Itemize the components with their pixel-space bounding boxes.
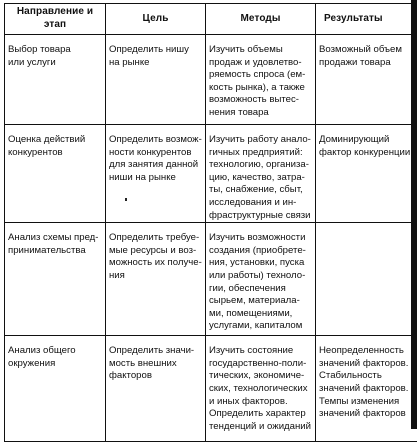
cell-line: нения товара xyxy=(209,107,312,120)
cell-line: ности конкурентов xyxy=(109,147,202,160)
cell-line: Стабильность xyxy=(319,370,417,383)
cell-line: Определить возмож- xyxy=(109,134,202,147)
cell-goal xyxy=(106,35,206,125)
cell-line: значений факторов. xyxy=(319,358,417,371)
cell-line: кость рынка), а также xyxy=(209,82,312,95)
cell-line: продажи товара xyxy=(319,57,417,70)
cell-goal xyxy=(106,125,206,223)
cell-line: Изучить состояние xyxy=(209,345,312,358)
cell-results xyxy=(316,223,417,336)
cell-line: ния xyxy=(109,270,202,283)
cell-line: Анализ схемы пред- xyxy=(8,232,102,245)
table-row xyxy=(5,35,417,125)
cell-goal xyxy=(106,223,206,336)
cell-line: услугами, капиталом xyxy=(209,320,312,333)
cell-line: принимательства xyxy=(8,245,102,258)
cell-direction xyxy=(5,35,106,125)
header-goal: Цель xyxy=(106,4,206,35)
cell-line: гии, обеспечения xyxy=(209,283,312,296)
cell-line: Темпы изменения xyxy=(319,396,417,409)
cell-line: ниши на рынке xyxy=(109,172,202,185)
cell-line: Оценка действий xyxy=(8,134,102,147)
cell-results xyxy=(316,336,417,442)
cell-line: ряемость спроса (ем- xyxy=(209,69,312,82)
cell-line: Анализ общего xyxy=(8,345,102,358)
cell-results xyxy=(316,35,417,125)
cell-methods xyxy=(206,125,316,223)
cell-line: Определить значи- xyxy=(109,345,202,358)
table-row xyxy=(5,125,417,223)
cell-direction xyxy=(5,223,106,336)
table-row xyxy=(5,336,417,442)
cell-line: возможность вытес- xyxy=(209,94,312,107)
cell-line: и иных факторов. xyxy=(209,396,312,409)
scan-edge-shadow xyxy=(411,0,417,429)
header-direction: Направление и этап xyxy=(5,4,106,35)
cell-line: мость внешних xyxy=(109,358,202,371)
cell-line: создания (приобрете- xyxy=(209,245,312,258)
cell-line: фраструктурные связи xyxy=(209,210,312,223)
cell-line: исследования и ин- xyxy=(209,197,312,210)
cell-line: окружения xyxy=(8,358,102,371)
cell-line: факторов xyxy=(109,370,202,383)
cell-methods xyxy=(206,336,316,442)
cell-line: ния, установки, пуска xyxy=(209,257,312,270)
cell-line: на рынке xyxy=(109,57,202,70)
cell-line: Изучить возможности xyxy=(209,232,312,245)
cell-line: Возможный объем xyxy=(319,44,417,57)
cell-line: сырьем, материала- xyxy=(209,295,312,308)
cell-line: мые ресурсы и воз- xyxy=(109,245,202,258)
cell-line: технологию, организа- xyxy=(209,159,312,172)
cell-line: тенденций и ожиданий xyxy=(209,421,312,434)
header-methods: Методы xyxy=(206,4,316,35)
cell-line: Изучить объемы xyxy=(209,44,312,57)
cell-line: ты, снабжение, сбыт, xyxy=(209,184,312,197)
cell-line: Определить требуе- xyxy=(109,232,202,245)
header-results: Результаты xyxy=(316,4,417,35)
cell-line: Выбор товара xyxy=(8,44,102,57)
cell-line: или услуги xyxy=(8,57,102,70)
cell-line: Изучить работу анало- xyxy=(209,134,312,147)
planning-table xyxy=(4,3,417,442)
table-row xyxy=(5,223,417,336)
cell-line: гичных предприятий: xyxy=(209,147,312,160)
header-row xyxy=(5,4,417,35)
cell-line: Доминирующий xyxy=(319,134,417,147)
cell-line: государственно-поли- xyxy=(209,358,312,371)
cell-direction xyxy=(5,336,106,442)
cell-line: можность их получе- xyxy=(109,257,202,270)
cell-line: цию, качество, затра- xyxy=(209,172,312,185)
cell-line: тических, экономиче- xyxy=(209,370,312,383)
cell-methods xyxy=(206,223,316,336)
cell-line: ских, технологических xyxy=(209,383,312,396)
cell-line: продаж и удовлетво- xyxy=(209,57,312,70)
cell-results xyxy=(316,125,417,223)
cell-line: Неопределенность xyxy=(319,345,417,358)
cell-line: ми, помещениями, xyxy=(209,308,312,321)
cell-line: конкурентов xyxy=(8,147,102,160)
cell-line: Определить нишу xyxy=(109,44,202,57)
cell-line: фактор конкуренции xyxy=(319,147,417,160)
cell-goal xyxy=(106,336,206,442)
scan-speck xyxy=(125,198,127,201)
cell-line: для занятия данной xyxy=(109,159,202,172)
cell-line: Определить характер xyxy=(209,408,312,421)
cell-line: или работы) техноло- xyxy=(209,270,312,283)
cell-line: значений факторов xyxy=(319,408,417,421)
cell-direction xyxy=(5,125,106,223)
cell-methods xyxy=(206,35,316,125)
cell-line: значений факторов. xyxy=(319,383,417,396)
